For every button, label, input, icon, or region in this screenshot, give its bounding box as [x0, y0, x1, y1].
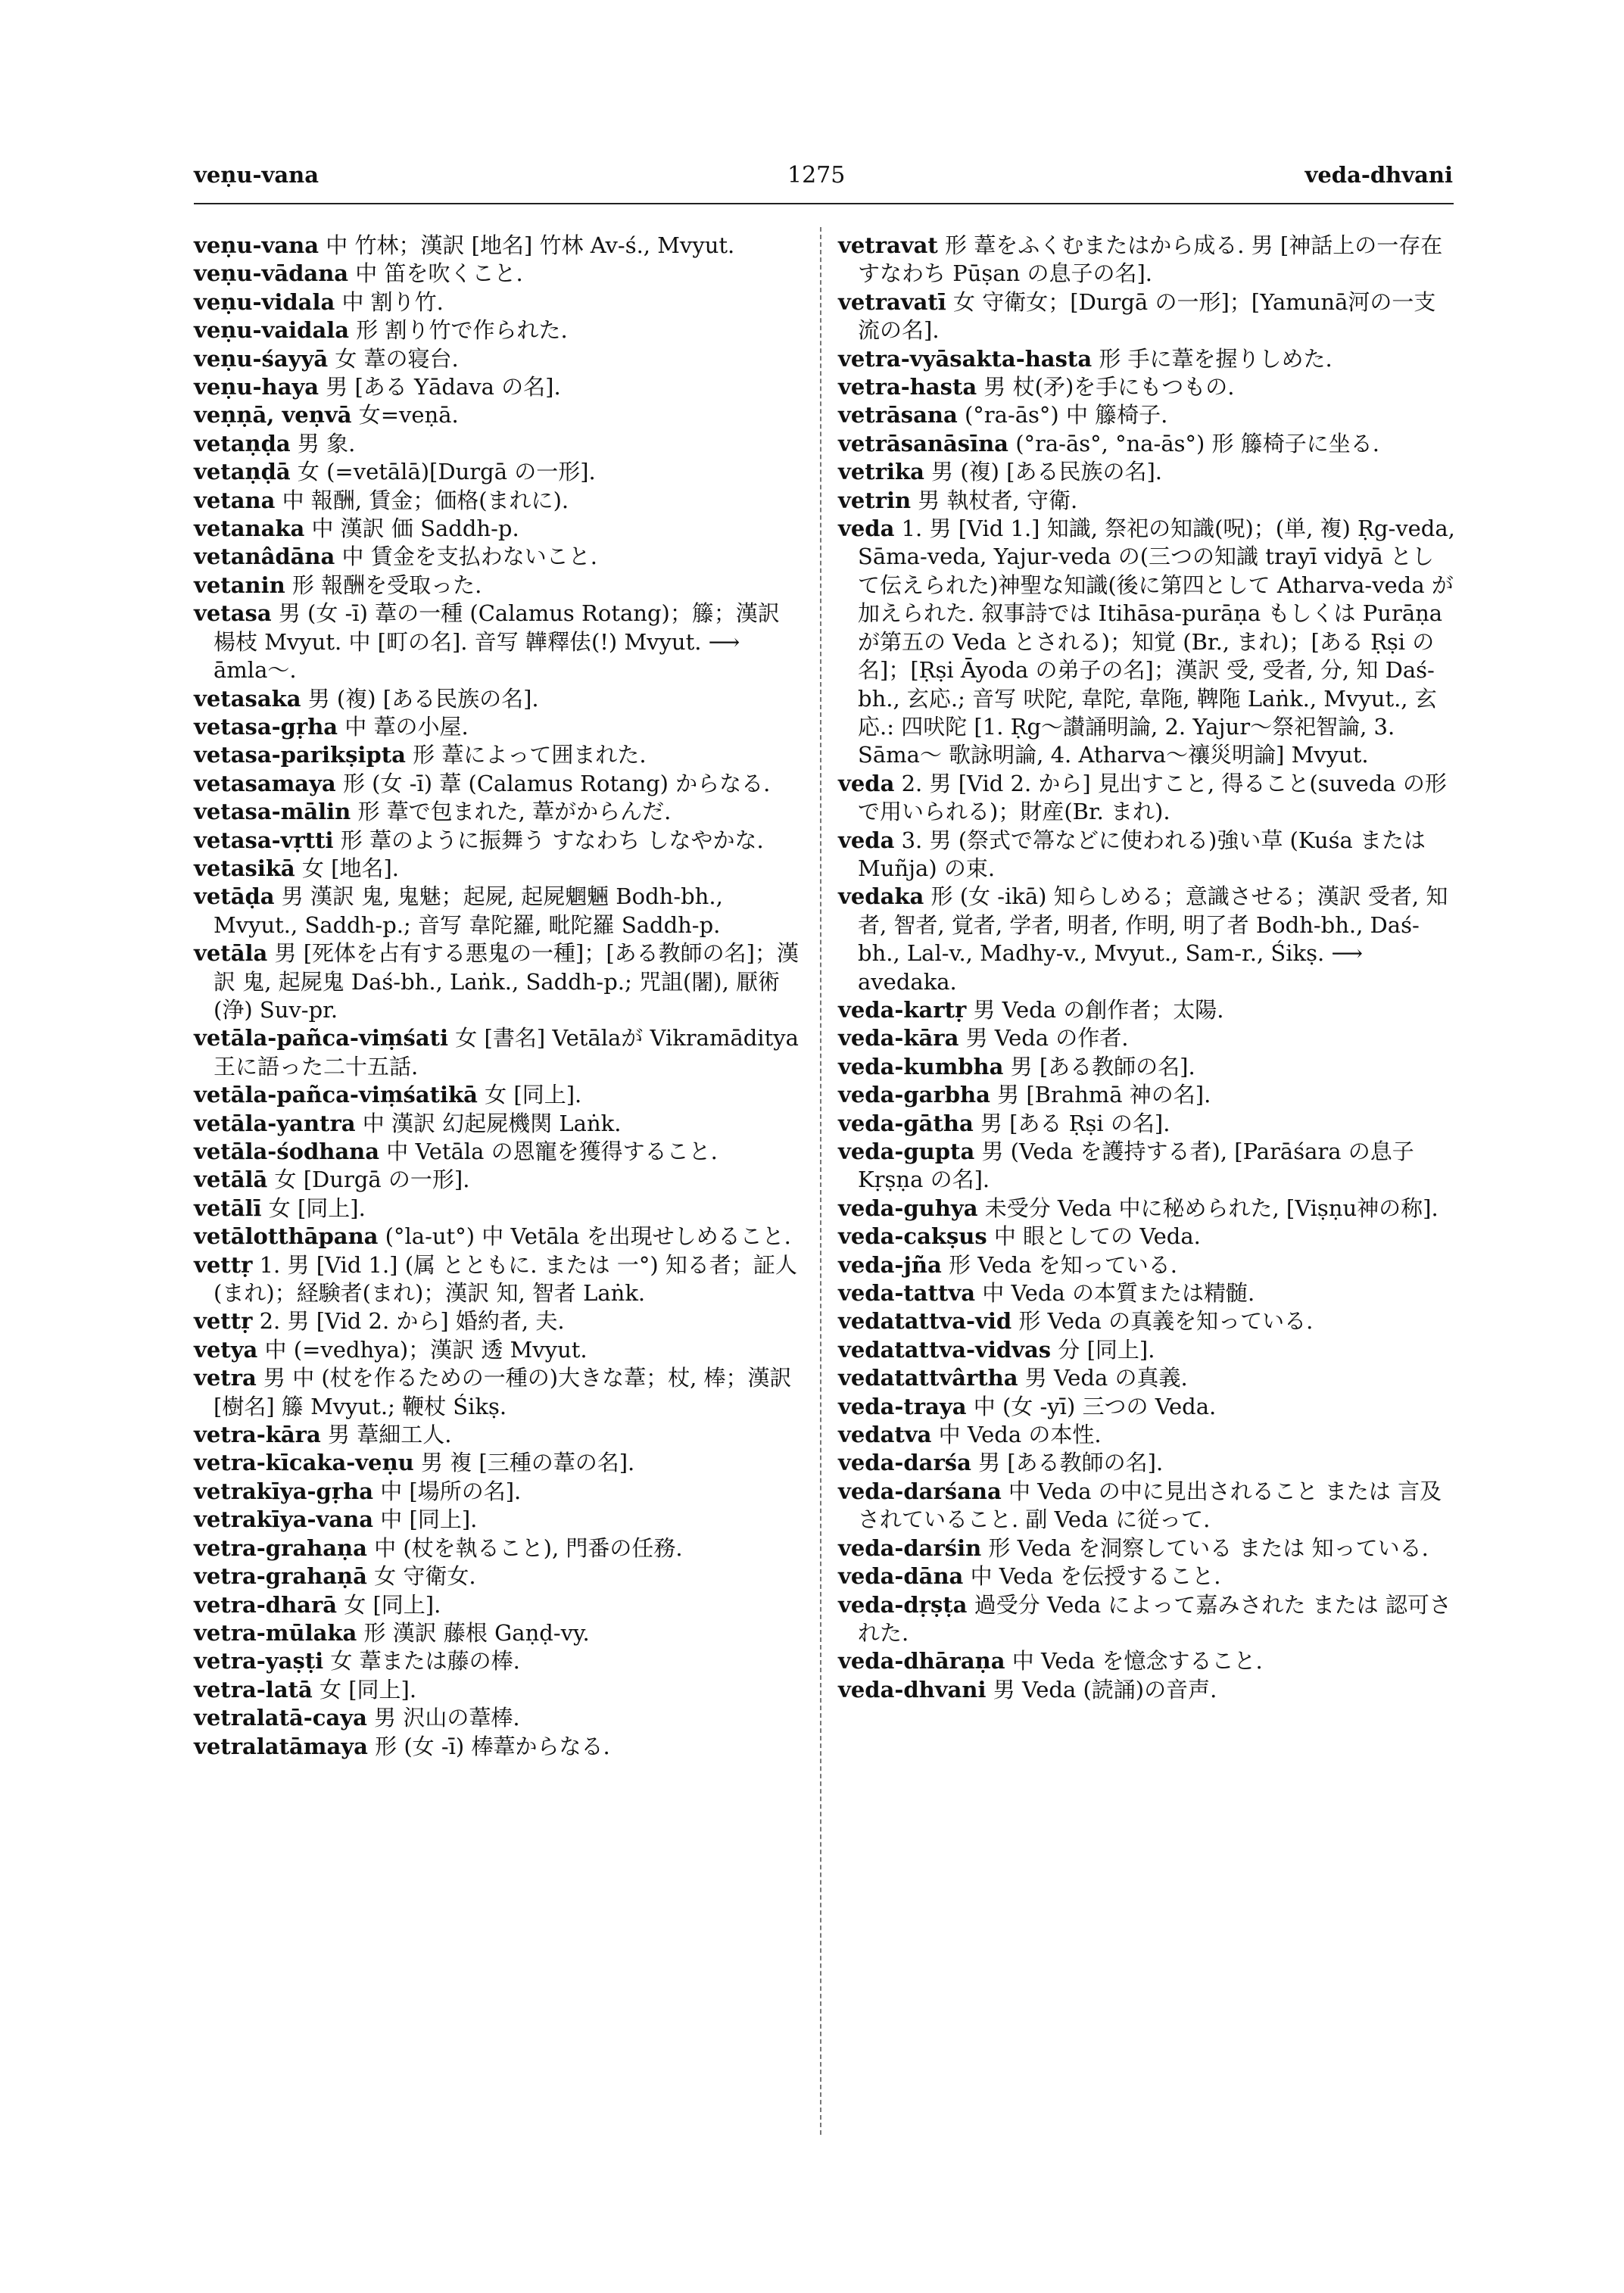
definition: 女 [同上].: [312, 1676, 417, 1703]
header-rule: [194, 203, 1454, 204]
column-divider: [820, 227, 821, 2135]
definition: 女 [地名].: [295, 855, 400, 881]
dictionary-entry: [838, 1195, 1455, 1223]
dictionary-entry: [194, 232, 800, 260]
headword: vetālā: [194, 1167, 268, 1193]
definition: 男 複 [三種の葦の名].: [413, 1450, 635, 1476]
headword: vetasikā: [194, 855, 295, 881]
dictionary-entry: [194, 1336, 800, 1364]
dictionary-entry: [194, 1421, 800, 1449]
headword: vetrakīya-vana: [194, 1506, 374, 1533]
headword: vedatva: [838, 1422, 932, 1448]
dictionary-entry: [194, 883, 800, 939]
headword: vetra-grahaṇa: [194, 1534, 367, 1561]
headword: vetāḍa: [194, 883, 275, 910]
headword: veda-kartṛ: [838, 996, 967, 1023]
definition: 中 割り竹.: [335, 288, 444, 315]
dictionary-entry: [838, 1024, 1455, 1052]
headword: vedatattvârtha: [838, 1365, 1018, 1391]
definition: 中 竹林；漢訳 [地名] 竹林 Av-ś., Mvyut.: [319, 232, 735, 258]
dictionary-entry: [838, 515, 1455, 770]
definition: 形 手に葦を握りしめた.: [1092, 345, 1333, 372]
dictionary-entry: [838, 430, 1455, 458]
definition: 2. 男 [Vid 2. から] 婚約者, 夫.: [252, 1308, 565, 1335]
definition: 女 [同上].: [337, 1591, 441, 1618]
definition: 女 [Durgā の一形].: [267, 1167, 470, 1193]
headword: vetāla: [194, 940, 268, 967]
headword: veda-jña: [838, 1251, 942, 1278]
definition: 男 (Veda を護持する者), [Parāśara の息子 Kṛṣṇa の名].: [858, 1139, 1414, 1193]
dictionary-entry: [838, 1478, 1455, 1534]
definition: 中 Vetāla の恩寵を獲得すること.: [379, 1139, 718, 1164]
dictionary-entry: [194, 1591, 800, 1619]
dictionary-entry: [194, 487, 800, 515]
definition: 形 (女 -ī) 葦 (Calamus Rotang) からなる.: [335, 770, 771, 796]
dictionary-entry: [194, 572, 800, 600]
definition: 形 (女 -ikā) 知らしめる；意識させる；漢訳 受者, 知者, 智者, 覚者, 学者, 明者, 作明, 明了者 Bodh-bh., Daś-bh., Lal-v., Madhy-v., Mvyut., Sam-r., Śikṣ. ⟶ avedaka.: [858, 883, 1448, 995]
dictionary-entry: [194, 1138, 800, 1166]
dictionary-entry: [194, 1195, 800, 1223]
definition: 形 葦をふくむまたはから成る. 男 [神話上の一存在すなわち Pūṣan の息子の名].: [858, 232, 1443, 287]
definition: 男 [ある Ṛṣi の名].: [973, 1110, 1170, 1136]
dictionary-entry: [194, 827, 800, 855]
headword: vetaṇḍā: [194, 459, 291, 485]
definition: 形 Veda を知っている.: [941, 1251, 1177, 1278]
dictionary-entry: [194, 741, 800, 769]
dictionary-entry: [838, 373, 1455, 401]
headword: veṇu-vana: [194, 232, 320, 258]
dictionary-entry: [194, 685, 800, 713]
headword: vetasa-mālin: [194, 799, 351, 825]
dictionary-entry: [194, 1251, 800, 1308]
headword: vedatattva-vid: [838, 1308, 1012, 1335]
definition: 形 割り竹で作られた.: [349, 317, 568, 344]
definition: 中 賃金を支払わないこと.: [335, 544, 597, 570]
definition: 男 (複) [ある民族の名].: [924, 459, 1163, 485]
headword: vetrāsanāsīna: [838, 430, 1008, 456]
headword: veda: [838, 770, 895, 796]
definition: 女 (=vetālā)[Durgā の一形].: [290, 459, 596, 485]
definition: 中 漢訳 価 Saddh-p.: [304, 516, 519, 542]
dictionary-entry: [194, 1733, 800, 1761]
dictionary-entry: [194, 600, 800, 684]
headword: vetasamaya: [194, 770, 336, 796]
definition: 2. 男 [Vid 2. から] 見出すこと, 得ること(suveda の形で用いられる)；財産(Br. まれ).: [858, 770, 1447, 825]
dictionary-entry: [194, 770, 800, 798]
dictionary-entry: [194, 1704, 800, 1732]
definition: 形 葦のように振舞う すなわち しなやかな.: [333, 827, 764, 853]
dictionary-entry: [838, 1279, 1455, 1307]
headword: vetasaka: [194, 685, 301, 712]
dictionary-entry: [194, 1166, 800, 1194]
definition: 中 Veda を憶念すること.: [1005, 1648, 1263, 1675]
dictionary-entry: [838, 1110, 1455, 1138]
headword: vetrāsana: [838, 402, 958, 428]
headword: vetravat: [838, 232, 938, 258]
definition: 中 (杖を執ること), 門番の任務.: [366, 1534, 683, 1561]
headword: vetra-mūlaka: [194, 1619, 357, 1646]
dictionary-entry: [838, 1449, 1455, 1477]
headword: veda-darśana: [838, 1478, 1002, 1504]
headword: veda-tattva: [838, 1280, 976, 1307]
definition: 男 Veda の作者.: [959, 1025, 1129, 1051]
headword: vetra-latā: [194, 1676, 313, 1703]
definition: 形 (女 -ī) 棒葦からなる.: [367, 1733, 610, 1759]
headword: veda: [838, 827, 895, 853]
headword: veda: [838, 516, 895, 542]
definition: 男 葦細工人.: [320, 1422, 452, 1448]
dictionary-entry: [194, 798, 800, 826]
dictionary-entry: [194, 316, 800, 344]
headword: vetra: [194, 1365, 257, 1391]
headword: vetāla-yantra: [194, 1110, 356, 1136]
definition: 女 [書名] Vetālaが Vikramāditya 王に語った二十五話.: [214, 1025, 799, 1080]
headword: vetra-yaṣṭi: [194, 1648, 324, 1675]
page-number: 1275: [787, 162, 846, 188]
definition: 分 [同上].: [1051, 1336, 1155, 1363]
headword: vetāla-pañca-viṃśati: [194, 1025, 449, 1051]
definition: 男 (複) [ある民族の名].: [301, 685, 539, 712]
dictionary-entry: [194, 543, 800, 571]
definition: 男 Veda の創作者；太陽.: [966, 996, 1224, 1023]
headword: veṇu-vidala: [194, 288, 335, 315]
headword: veṇu-śayyā: [194, 345, 329, 372]
definition: 中 Veda の本質または精髄.: [975, 1280, 1255, 1307]
dictionary-entry: [838, 288, 1455, 345]
dictionary-entry: [838, 487, 1455, 515]
definition: 女 守衛女.: [366, 1563, 476, 1590]
dictionary-entry: [838, 1534, 1455, 1562]
definition: 女 守衛女；[Durgā の一形]；[Yamunā河の一支流の名].: [858, 288, 1436, 344]
headword: veda-dhāraṇa: [838, 1648, 1005, 1675]
definition: 1. 男 [Vid 1.] (属 とともに. または 一°) 知る者；証人(まれ)；経験者(まれ)；漢訳 知, 智者 Laṅk.: [214, 1251, 797, 1307]
definition: 女 [同上].: [261, 1195, 366, 1221]
headword: vetrika: [838, 459, 924, 485]
definition: 女 葦または藤の棒.: [323, 1648, 520, 1675]
dictionary-entry: [194, 1478, 800, 1506]
definition: 男 (女 -ī) 葦の一種 (Calamus Rotang)；籐；漢訳 楊枝 Mvyut. 中 [町の名]. 音写 韡釋佉(!) Mvyut. ⟶ āmla〜.: [214, 600, 780, 684]
dictionary-entry: [838, 1591, 1455, 1648]
definition: 中 報酬, 賃金；価格(まれに).: [275, 487, 569, 513]
definition: 中 Veda の中に見出されること または 言及されていること. 副 Veda に従って.: [858, 1478, 1442, 1533]
definition: 男 [死体を占有する悪鬼の一種]；[ある教師の名]；漢訳 鬼, 起屍鬼 Daś-bh., Laṅk., Saddh-p.; 咒詛(闍), 厭術(浄) Suv-pr.: [214, 940, 799, 1023]
headword: vetasa: [194, 600, 272, 627]
headword: vetralatā-caya: [194, 1705, 367, 1731]
dictionary-entry: [194, 430, 800, 458]
dictionary-entry: [194, 288, 800, 316]
right-column: [838, 232, 1455, 1704]
headword: veda-dṛṣṭa: [838, 1591, 968, 1618]
dictionary-entry: [838, 1393, 1455, 1421]
headword: veda-traya: [838, 1393, 967, 1419]
headword: veda-guhya: [838, 1195, 978, 1221]
headword: veṇṇā, veṇvā: [194, 402, 352, 428]
headword: vetasa-parikṣipta: [194, 742, 406, 768]
dictionary-entry: [194, 345, 800, 373]
dictionary-entry: [838, 1336, 1455, 1364]
header-right-guide-word: veda-dhvani: [1304, 162, 1453, 188]
headword: vetra-kāra: [194, 1422, 321, 1448]
dictionary-entry: [838, 1081, 1455, 1109]
definition: 男 [Brahmā 神の名].: [990, 1082, 1211, 1108]
dictionary-entry: [194, 1647, 800, 1675]
definition: 中 [場所の名].: [372, 1478, 522, 1504]
headword: vetya: [194, 1336, 258, 1363]
definition: 中 (女 -yī) 三つの Veda.: [966, 1393, 1217, 1419]
headword: veda-darśin: [838, 1534, 982, 1561]
dictionary-entry: [838, 1138, 1455, 1195]
dictionary-entry: [194, 1562, 800, 1590]
headword: veda-gupta: [838, 1139, 975, 1164]
headword: vetralatāmaya: [194, 1733, 368, 1759]
dictionary-entry: [838, 1647, 1455, 1675]
dictionary-entry: [194, 458, 800, 486]
headword: vetra-hasta: [838, 374, 977, 400]
dictionary-entry: [194, 713, 800, 741]
headword: vetra-vyāsakta-hasta: [838, 345, 1093, 372]
headword: veda-cakṣus: [838, 1223, 987, 1250]
definition: 女=veṇā.: [351, 402, 459, 428]
definition: 中 Veda の本性.: [931, 1422, 1102, 1448]
definition: 男 象.: [290, 430, 356, 456]
definition: 3. 男 (祭式で箒などに使われる)強い草 (Kuśa または Muñja) の束.: [858, 827, 1426, 881]
dictionary-entry: [194, 1307, 800, 1335]
headword: veṇu-vādana: [194, 260, 349, 287]
dictionary-entry: [838, 827, 1455, 883]
headword: vetaṇḍa: [194, 430, 291, 456]
definition: 中 [同上].: [373, 1506, 478, 1533]
dictionary-entry: [194, 515, 800, 543]
headword: veda-garbha: [838, 1082, 990, 1108]
definition: 男 中 (杖を作るための一種の)大きな葦；杖, 棒；漢訳 [樹名] 籐 Mvyut.; 鞭杖 Śikṣ.: [214, 1365, 792, 1419]
dictionary-entry: [194, 1449, 800, 1477]
dictionary-entry: [838, 1421, 1455, 1449]
dictionary-entry: [838, 1251, 1455, 1279]
headword: veda-kumbha: [838, 1053, 1004, 1080]
definition: 形 報酬を受取った.: [285, 572, 482, 598]
headword: vetravatī: [838, 288, 946, 315]
definition: (°ra-ās°) 中 籐椅子.: [957, 402, 1168, 428]
header-left-guide-word: veṇu-vana: [194, 162, 320, 188]
dictionary-entry: [194, 1024, 800, 1081]
headword: vettṛ: [194, 1251, 253, 1278]
definition: 男 漢訳 鬼, 鬼魅；起屍, 起屍魍魎 Bodh-bh., Mvyut., Saddh-p.; 音写 韋陀羅, 毗陀羅 Saddh-p.: [214, 883, 723, 938]
dictionary-entry: [194, 373, 800, 401]
definition: 形 Veda を洞察している または 知っている.: [981, 1534, 1429, 1561]
dictionary-entry: [194, 1676, 800, 1704]
definition: (°la-ut°) 中 Vetāla を出現せしめること.: [378, 1223, 791, 1250]
definition: 男 [ある教師の名].: [971, 1450, 1164, 1476]
headword: veda-darśa: [838, 1450, 971, 1476]
definition: 男 執杖者, 守衛.: [911, 487, 1078, 513]
dictionary-entry: [838, 1364, 1455, 1392]
headword: vetanaka: [194, 516, 305, 542]
dictionary-entry: [194, 1506, 800, 1534]
definition: 中 漢訳 幻起屍機関 Laṅk.: [355, 1110, 622, 1136]
dictionary-entry: [194, 1223, 800, 1251]
dictionary-entry: [838, 345, 1455, 373]
dictionary-entry: [194, 260, 800, 288]
definition: 女 [同上].: [477, 1082, 582, 1108]
headword: vetra-dharā: [194, 1591, 338, 1618]
dictionary-entry: [194, 1619, 800, 1647]
headword: vetanâdāna: [194, 544, 335, 570]
dictionary-entry: [194, 1110, 800, 1138]
dictionary-entry: [838, 232, 1455, 288]
definition: 未受分 Veda 中に秘められた, [Viṣṇu神の称].: [977, 1195, 1439, 1221]
headword: veda-dhvani: [838, 1676, 987, 1703]
dictionary-entry: [194, 855, 800, 883]
dictionary-entry: [194, 401, 800, 429]
dictionary-entry: [194, 939, 800, 1024]
definition: 形 Veda の真義を知っている.: [1011, 1308, 1314, 1335]
headword: vetāla-pañca-viṃśatikā: [194, 1082, 478, 1108]
definition: 男 杖(矛)を手にもつもの.: [977, 374, 1235, 400]
headword: vetra-kīcaka-veṇu: [194, 1450, 414, 1476]
headword: veda-kāra: [838, 1025, 959, 1051]
dictionary-entry: [838, 1676, 1455, 1704]
definition: 1. 男 [Vid 1.] 知識, 祭祀の知識(呪)；(単, 複) Ṛg-veda, Sāma-veda, Yajur-veda の(三つの知識 trayī vidyā として伝えられた)神聖な知識(後に第四として Atharva-veda が加えられた. 叙事詩では Itihāsa-purāṇa もしくは Purāṇa が第五の Veda とされる)；知覚 (Br., まれ)；[ある Ṛṣi の名]；[Ṛṣi Āyoda の弟子の名]；漢訳 受, 受者, 分, 知 Daś-bh., 玄応.; 音写 吠陀, 韋陀, 韋陁, 鞞陁 Laṅk., Mvyut., 玄応.: 四吠陀 [1. Ṛg〜讃誦明論, 2. Yajur〜祭祀智論, 3. Sāma〜 歌詠明論, 4. Atharva〜禳災明論] Mvyut.: [858, 516, 1455, 768]
definition: 形 葦によって囲まれた.: [405, 742, 647, 768]
dictionary-entry: [194, 1534, 800, 1562]
definition: 中 笛を吹くこと.: [348, 260, 523, 287]
definition: (°ra-ās°, °na-ās°) 形 籐椅子に坐る.: [1008, 430, 1379, 456]
definition: 中 Veda を伝授すること.: [963, 1563, 1221, 1590]
headword: vetrin: [838, 487, 912, 513]
dictionary-entry: [838, 1562, 1455, 1590]
definition: 形 葦で包まれた, 葦がからんだ.: [351, 799, 672, 825]
headword: vetālī: [194, 1195, 262, 1221]
dictionary-entry: [194, 1364, 800, 1421]
definition: 男 Veda (読誦)の音声.: [986, 1676, 1217, 1703]
headword: vetana: [194, 487, 276, 513]
headword: vetasa-gṛha: [194, 713, 338, 740]
dictionary-entry: [838, 996, 1455, 1024]
definition: 中 葦の小屋.: [338, 713, 469, 740]
definition: 男 沢山の葦棒.: [366, 1705, 520, 1731]
left-column: [194, 232, 800, 1761]
dictionary-entry: [838, 1223, 1455, 1251]
headword: vettṛ: [194, 1308, 253, 1335]
definition: 過受分 Veda によって嘉みされた または 認可された.: [858, 1591, 1451, 1646]
headword: veṇu-vaidala: [194, 317, 350, 344]
headword: vetanin: [194, 572, 285, 598]
headword: veda-dāna: [838, 1563, 964, 1590]
dictionary-entry: [838, 1307, 1455, 1335]
headword: vetra-grahaṇā: [194, 1563, 367, 1590]
definition: 中 (=vedhya)；漢訳 透 Mvyut.: [257, 1336, 588, 1363]
headword: veṇu-haya: [194, 374, 320, 400]
headword: vetrakīya-gṛha: [194, 1478, 373, 1504]
definition: 男 [ある Yādava の名].: [319, 374, 561, 400]
headword: vetāla-śodhana: [194, 1139, 380, 1164]
headword: veda-gātha: [838, 1110, 974, 1136]
dictionary-entry: [838, 883, 1455, 996]
dictionary-entry: [838, 1053, 1455, 1081]
definition: 男 [ある教師の名].: [1003, 1053, 1195, 1080]
headword: vetālotthāpana: [194, 1223, 379, 1250]
dictionary-entry: [838, 770, 1455, 827]
dictionary-entry: [838, 401, 1455, 429]
headword: vedaka: [838, 883, 924, 910]
headword: vedatattva-vidvas: [838, 1336, 1052, 1363]
dictionary-entry: [194, 1081, 800, 1109]
dictionary-entry: [838, 458, 1455, 486]
definition: 男 Veda の真義.: [1018, 1365, 1188, 1391]
definition: 形 漢訳 藤根 Gaṇḍ-vy.: [357, 1619, 590, 1646]
definition: 女 葦の寝台.: [328, 345, 459, 372]
definition: 中 眼としての Veda.: [987, 1223, 1201, 1250]
headword: vetasa-vṛtti: [194, 827, 334, 853]
